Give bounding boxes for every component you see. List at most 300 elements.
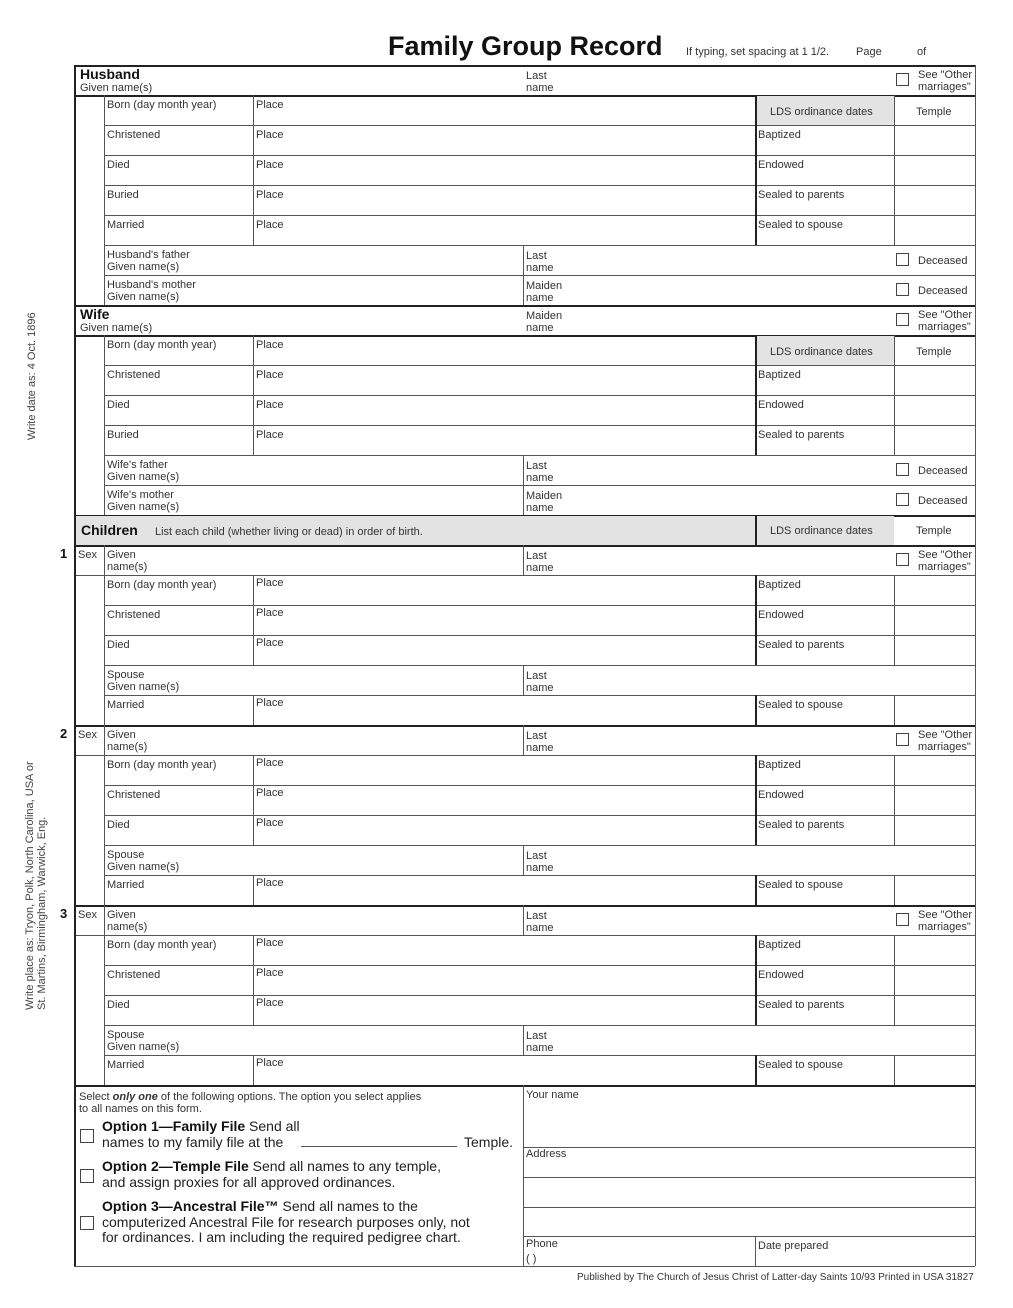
child-2-married-place-label: Place [256, 877, 284, 889]
child-1-christened-place-label: Place [256, 607, 284, 619]
child-1-christened-event-label: Christened [107, 609, 161, 621]
wife-temple-header: Temple [916, 346, 952, 358]
temple-name-field[interactable] [301, 1132, 457, 1146]
husband-died-event-label: Died [107, 159, 130, 171]
child-2-spouse-surname-label: Last [526, 850, 547, 862]
child-3-other-marriages-checkbox[interactable] [896, 913, 909, 926]
page-title: Family Group Record [388, 31, 663, 61]
husband-father-surname-field[interactable] [524, 246, 893, 274]
child-1-surname-label: Last [526, 550, 547, 562]
child-3-married-date-field[interactable] [105, 1056, 252, 1084]
husband-buried-ordinance-label: Sealed to parents [758, 189, 845, 201]
husband-surname-label: Last [526, 70, 547, 82]
child-3-married-place-label: Place [256, 1057, 284, 1069]
child-1-married-place-label: Place [256, 697, 284, 709]
child-2-sex-field[interactable] [76, 726, 103, 754]
wife-christened-ordinance-date[interactable] [756, 366, 893, 394]
wife-died-temple-field[interactable] [895, 396, 974, 424]
option-1-line-2: names to my family file at the [102, 1134, 284, 1150]
child-1-surname-field[interactable] [524, 546, 893, 574]
option-2-title: Option 2—Temple File [102, 1158, 249, 1174]
typing-note: If typing, set spacing at 1 1/2. [686, 46, 830, 58]
child-1-born-date-field[interactable] [105, 576, 252, 604]
child-3-christened-temple-field[interactable] [895, 966, 974, 994]
child-2-christened-date-field[interactable] [105, 786, 252, 814]
husband-buried-date-field[interactable] [105, 186, 252, 214]
child-3-spouse-label: Spouse [107, 1029, 145, 1041]
husband-mother-deceased-label: Deceased [918, 285, 968, 297]
husband-father-surname-label: Last [526, 250, 547, 262]
child-2-spouse-given-field[interactable] [105, 846, 522, 874]
child-3-born-event-label: Born (day month year) [107, 939, 217, 951]
child-2-died-date-field[interactable] [105, 816, 252, 844]
column-line [755, 575, 757, 665]
child-1-married-ordinance-label: Sealed to spouse [758, 699, 844, 711]
child-3-died-place-label: Place [256, 997, 284, 1009]
child-2-born-place-label: Place [256, 757, 284, 769]
column-line [894, 95, 895, 245]
husband-christened-temple-field[interactable] [895, 126, 974, 154]
wife-other-marriages-checkbox[interactable] [896, 313, 909, 326]
child-3-born-temple-field[interactable] [895, 936, 974, 964]
column-line [755, 935, 757, 1025]
of-label: of [917, 46, 927, 58]
child-2-spouse-label: Spouse [107, 849, 145, 861]
column-line [104, 335, 105, 515]
column-line [253, 755, 254, 845]
column-line [253, 935, 254, 1025]
child-2-died-place-field[interactable] [254, 816, 754, 844]
wife-died-place-label: Place [256, 399, 284, 411]
husband-mother-surname-field[interactable] [524, 276, 893, 304]
column-line [523, 455, 524, 515]
column-line [894, 1055, 895, 1085]
child-3-other-marriages-label-2: marriages" [918, 921, 971, 933]
child-3-spouse-surname-label-2: name [526, 1042, 554, 1054]
husband-christened-place-field[interactable] [254, 126, 754, 154]
child-1-christened-place-field[interactable] [254, 606, 754, 634]
husband-married-temple-field[interactable] [895, 216, 974, 244]
child-1-married-date-field[interactable] [105, 696, 252, 724]
wife-given-label: Given name(s) [80, 322, 153, 334]
child-3-died-date-field[interactable] [105, 996, 252, 1024]
column-line [104, 725, 105, 905]
option-3-line-3: for ordinances. I am including the required pedigree chart. [102, 1229, 461, 1245]
child-3-died-place-field[interactable] [254, 996, 754, 1024]
child-2-surname-field[interactable] [524, 726, 893, 754]
child-2-christened-temple-field[interactable] [895, 786, 974, 814]
phone-field[interactable] [524, 1237, 754, 1265]
husband-mother-surname-label: Maiden [526, 280, 563, 292]
child-3-sex-field[interactable] [76, 906, 103, 934]
child-3-christened-place-label: Place [256, 967, 284, 979]
column-line [253, 335, 254, 455]
child-3-surname-label-2: name [526, 922, 554, 934]
wife-christened-date-field[interactable] [105, 366, 252, 394]
husband-surname-label-2: name [526, 82, 554, 94]
child-3-surname-field[interactable] [524, 906, 893, 934]
child-2-christened-place-label: Place [256, 787, 284, 799]
child-3-died-ordinance-label: Sealed to parents [758, 999, 845, 1011]
husband-other-marriages-label: See "Other [918, 69, 973, 81]
wife-father-given-field[interactable] [105, 456, 522, 484]
column-line [894, 755, 895, 845]
husband-buried-temple-field[interactable] [895, 186, 974, 214]
child-1-christened-ordinance-date[interactable] [756, 606, 893, 634]
column-line [894, 695, 895, 725]
husband-father-deceased-label: Deceased [918, 255, 968, 267]
child-3-married-temple-field[interactable] [895, 1056, 974, 1084]
husband-given-field[interactable] [76, 66, 521, 94]
child-2-given-label: Given [107, 729, 136, 741]
husband-father-label: Husband's father [107, 249, 190, 261]
wife-father-deceased-label: Deceased [918, 465, 968, 477]
wife-lds-header: LDS ordinance dates [770, 346, 873, 358]
wife-father-deceased-checkbox[interactable] [896, 463, 909, 476]
husband-died-ordinance-date[interactable] [756, 156, 893, 184]
wife-father-label: Wife's father [107, 459, 168, 471]
child-2-died-event-label: Died [107, 819, 130, 831]
husband-married-place-field[interactable] [254, 216, 754, 244]
husband-buried-event-label: Buried [107, 189, 139, 201]
option-2-text: Send all names to any temple, [248, 1158, 441, 1174]
column-line [523, 245, 524, 305]
child-2-christened-place-field[interactable] [254, 786, 754, 814]
child-1-married-event-label: Married [107, 699, 145, 711]
husband-died-date-field[interactable] [105, 156, 252, 184]
husband-born-event-label: Born (day month year) [107, 99, 217, 111]
husband-married-ordinance-date[interactable] [756, 216, 893, 244]
left-border [74, 65, 76, 1266]
rule-line [523, 1147, 975, 1148]
phone-label: Phone [526, 1238, 558, 1250]
husband-died-place-label: Place [256, 159, 284, 171]
child-1-sex-label: Sex [78, 549, 97, 561]
husband-buried-place-field[interactable] [254, 186, 754, 214]
child-1-spouse-label: Spouse [107, 669, 145, 681]
child-1-other-marriages-label: See "Other [918, 549, 973, 561]
wife-buried-ordinance-label: Sealed to parents [758, 429, 845, 441]
wife-christened-ordinance-label: Baptized [758, 369, 801, 381]
wife-father-surname-label: Last [526, 460, 547, 472]
child-3-spouse-surname-field[interactable] [524, 1026, 974, 1054]
children-instruction: List each child (whether living or dead) in order of birth. [155, 526, 423, 538]
children-temple-header: Temple [916, 525, 952, 537]
child-2-sex-label: Sex [78, 729, 97, 741]
child-1-christened-temple-field[interactable] [895, 606, 974, 634]
column-line [523, 1025, 524, 1055]
child-1-spouse-surname-field[interactable] [524, 666, 974, 694]
column-line [104, 545, 105, 725]
husband-born-place-field[interactable] [254, 96, 754, 124]
child-1-died-event-label: Died [107, 639, 130, 651]
husband-died-temple-field[interactable] [895, 156, 974, 184]
husband-born-date-field[interactable] [105, 96, 252, 124]
column-line [253, 875, 254, 905]
option-3-title: Option 3—Ancestral File™ [102, 1198, 279, 1214]
options-intro-2: to all names on this form. [79, 1103, 202, 1115]
column-line [755, 1055, 757, 1085]
child-1-born-place-field[interactable] [254, 576, 754, 604]
child-1-spouse-surname-label: Last [526, 670, 547, 682]
husband-buried-place-label: Place [256, 189, 284, 201]
husband-mother-surname-label-2: name [526, 292, 554, 304]
child-3-born-ordinance-date[interactable] [756, 936, 893, 964]
address-field[interactable] [524, 1161, 974, 1236]
child-3-christened-ordinance-label: Endowed [758, 969, 804, 981]
child-2-other-marriages-label: See "Other [918, 729, 973, 741]
options-intro-text: Select [79, 1091, 113, 1103]
husband-lds-header: LDS ordinance dates [770, 106, 873, 118]
child-3-other-marriages-label: See "Other [918, 909, 973, 921]
rule-line [523, 1177, 975, 1178]
child-3-died-temple-field[interactable] [895, 996, 974, 1024]
children-lds-header: LDS ordinance dates [770, 525, 873, 537]
option-1-text: Send all [245, 1118, 300, 1134]
wife-born-date-field[interactable] [105, 336, 252, 364]
child-2-married-temple-field[interactable] [895, 876, 974, 904]
child-3-married-event-label: Married [107, 1059, 145, 1071]
child-3-married-ordinance-date[interactable] [756, 1056, 893, 1084]
husband-father-deceased-checkbox[interactable] [896, 253, 909, 266]
column-line [755, 515, 757, 545]
wife-buried-date-field[interactable] [105, 426, 252, 454]
child-3-spouse-given-label: Given name(s) [107, 1041, 180, 1053]
child-1-christened-date-field[interactable] [105, 606, 252, 634]
child-2-born-date-field[interactable] [105, 756, 252, 784]
child-1-died-ordinance-date[interactable] [756, 636, 893, 664]
child-3-born-place-label: Place [256, 937, 284, 949]
child-2-surname-label-2: name [526, 742, 554, 754]
child-3-sex-label: Sex [78, 909, 97, 921]
address-label: Address [526, 1148, 567, 1160]
child-3-christened-place-field[interactable] [254, 966, 754, 994]
column-line [523, 845, 524, 875]
wife-died-place-field[interactable] [254, 396, 754, 424]
child-3-given-label-2: name(s) [107, 921, 148, 933]
husband-mother-given-label: Given name(s) [107, 291, 180, 303]
husband-married-place-label: Place [256, 219, 284, 231]
husband-father-surname-label-2: name [526, 262, 554, 274]
wife-mother-deceased-checkbox[interactable] [896, 493, 909, 506]
child-2-married-place-field[interactable] [254, 876, 754, 904]
child-2-spouse-given-label: Given name(s) [107, 861, 180, 873]
child-2-surname-label: Last [526, 730, 547, 742]
husband-mother-given-field[interactable] [105, 276, 522, 304]
husband-father-given-field[interactable] [105, 246, 522, 274]
child-1-christened-ordinance-label: Endowed [758, 609, 804, 621]
child-2-born-ordinance-date[interactable] [756, 756, 893, 784]
husband-other-marriages-checkbox[interactable] [896, 73, 909, 86]
husband-buried-ordinance-date[interactable] [756, 186, 893, 214]
child-2-other-marriages-checkbox[interactable] [896, 733, 909, 746]
wife-died-date-field[interactable] [105, 396, 252, 424]
option-1-checkbox[interactable] [80, 1129, 94, 1143]
column-line [253, 95, 254, 245]
child-1-born-temple-field[interactable] [895, 576, 974, 604]
child-3-born-place-field[interactable] [254, 936, 754, 964]
husband-died-place-field[interactable] [254, 156, 754, 184]
child-2-number: 2 [60, 726, 68, 741]
column-line [523, 545, 524, 575]
wife-buried-temple-field[interactable] [895, 426, 974, 454]
husband-born-place-label: Place [256, 99, 284, 111]
husband-married-event-label: Married [107, 219, 145, 231]
child-2-died-ordinance-date[interactable] [756, 816, 893, 844]
wife-mother-surname-field[interactable] [524, 486, 893, 514]
child-3-spouse-given-field[interactable] [105, 1026, 522, 1054]
children-title: Children [81, 522, 138, 538]
child-1-married-ordinance-date[interactable] [756, 696, 893, 724]
place-format-note: Write place as: Tryon, Polk, North Carolina, USA or [24, 761, 36, 1010]
child-3-christened-date-field[interactable] [105, 966, 252, 994]
wife-buried-ordinance-date[interactable] [756, 426, 893, 454]
wife-buried-event-label: Buried [107, 429, 139, 441]
child-3-number: 3 [60, 906, 68, 921]
date-prepared-label: Date prepared [758, 1240, 829, 1252]
child-2-christened-ordinance-label: Endowed [758, 789, 804, 801]
husband-christened-date-field[interactable] [105, 126, 252, 154]
child-1-number: 1 [60, 546, 68, 561]
column-line [253, 1055, 254, 1085]
child-1-married-temple-field[interactable] [895, 696, 974, 724]
child-1-died-ordinance-label: Sealed to parents [758, 639, 845, 651]
child-3-christened-ordinance-date[interactable] [756, 966, 893, 994]
date-prepared-field[interactable] [756, 1237, 974, 1265]
column-line [894, 575, 895, 665]
wife-buried-place-label: Place [256, 429, 284, 441]
child-3-born-date-field[interactable] [105, 936, 252, 964]
wife-born-place-field[interactable] [254, 336, 754, 364]
child-2-born-place-field[interactable] [254, 756, 754, 784]
options-intro-text-2: of the following options. The option you select applies [157, 1091, 422, 1103]
wife-mother-label: Wife's mother [107, 489, 174, 501]
child-3-given-field[interactable] [105, 906, 522, 934]
child-1-spouse-given-field[interactable] [105, 666, 522, 694]
child-2-other-marriages-label-2: marriages" [918, 741, 971, 753]
column-line [104, 95, 105, 305]
child-2-spouse-surname-label-2: name [526, 862, 554, 874]
child-2-married-ordinance-label: Sealed to spouse [758, 879, 844, 891]
husband-temple-header: Temple [916, 106, 952, 118]
child-1-died-temple-field[interactable] [895, 636, 974, 664]
child-2-married-ordinance-date[interactable] [756, 876, 893, 904]
husband-married-date-field[interactable] [105, 216, 252, 244]
wife-father-given-label: Given name(s) [107, 471, 180, 483]
wife-other-marriages-label: See "Other [918, 309, 973, 321]
child-1-surname-label-2: name [526, 562, 554, 574]
child-2-died-temple-field[interactable] [895, 816, 974, 844]
wife-mother-given-label: Given name(s) [107, 501, 180, 513]
child-1-spouse-given-label: Given name(s) [107, 681, 180, 693]
child-2-married-event-label: Married [107, 879, 145, 891]
child-3-died-ordinance-date[interactable] [756, 996, 893, 1024]
child-1-born-place-label: Place [256, 577, 284, 589]
child-2-born-temple-field[interactable] [895, 756, 974, 784]
your-name-field[interactable] [524, 1086, 974, 1146]
option-3-checkbox[interactable] [80, 1216, 94, 1230]
column-line [894, 935, 895, 1025]
child-2-christened-ordinance-date[interactable] [756, 786, 893, 814]
rule-line [523, 1207, 975, 1208]
wife-buried-place-field[interactable] [254, 426, 754, 454]
form-bottom-rule [74, 1266, 975, 1267]
option-2-checkbox[interactable] [80, 1169, 94, 1183]
child-1-given-field[interactable] [105, 546, 522, 574]
temple-name-blank [301, 1146, 457, 1147]
husband-christened-event-label: Christened [107, 129, 161, 141]
husband-mother-label: Husband's mother [107, 279, 196, 291]
child-2-spouse-surname-field[interactable] [524, 846, 974, 874]
child-2-given-field[interactable] [105, 726, 522, 754]
child-3-given-label: Given [107, 909, 136, 921]
option-1-temple: Temple. [464, 1134, 514, 1150]
wife-father-surname-label-2: name [526, 472, 554, 484]
wife-died-ordinance-date[interactable] [756, 396, 893, 424]
wife-born-event-label: Born (day month year) [107, 339, 217, 351]
wife-christened-place-field[interactable] [254, 366, 754, 394]
column-line [523, 725, 524, 755]
child-1-born-ordinance-label: Baptized [758, 579, 801, 591]
options-intro-emphasis: only one [112, 1091, 158, 1103]
child-2-christened-event-label: Christened [107, 789, 161, 801]
child-3-married-place-field[interactable] [254, 1056, 754, 1084]
your-name-label: Your name [526, 1089, 579, 1101]
wife-mother-given-field[interactable] [105, 486, 522, 514]
date-format-note: Write date as: 4 Oct. 1896 [26, 312, 38, 440]
wife-father-surname-field[interactable] [524, 456, 893, 484]
child-1-born-ordinance-date[interactable] [756, 576, 893, 604]
wife-died-ordinance-label: Endowed [758, 399, 804, 411]
child-3-born-ordinance-label: Baptized [758, 939, 801, 951]
husband-father-given-label: Given name(s) [107, 261, 180, 273]
options-intro [79, 1091, 421, 1103]
husband-mother-deceased-checkbox[interactable] [896, 283, 909, 296]
column-line [253, 575, 254, 665]
wife-died-event-label: Died [107, 399, 130, 411]
husband-christened-ordinance-date[interactable] [756, 126, 893, 154]
place-format-note-cont: St. Martins, Birmingham, Warwick, Eng. [36, 816, 48, 1010]
husband-other-marriages-label-2: marriages" [918, 81, 971, 93]
right-border [975, 65, 976, 1266]
child-2-born-event-label: Born (day month year) [107, 759, 217, 771]
child-3-died-event-label: Died [107, 999, 130, 1011]
option-3-text: Send all names to the [278, 1198, 418, 1214]
child-3-spouse-surname-label: Last [526, 1030, 547, 1042]
option-1 [102, 1119, 300, 1134]
child-1-other-marriages-checkbox[interactable] [896, 553, 909, 566]
wife-surname-label-2: name [526, 322, 554, 334]
wife-born-place-label: Place [256, 339, 284, 351]
wife-given-field[interactable] [76, 306, 521, 334]
child-1-married-place-field[interactable] [254, 696, 754, 724]
child-1-spouse-surname-label-2: name [526, 682, 554, 694]
child-1-died-place-field[interactable] [254, 636, 754, 664]
child-1-given-label-2: name(s) [107, 561, 148, 573]
wife-christened-temple-field[interactable] [895, 366, 974, 394]
child-2-died-ordinance-label: Sealed to parents [758, 819, 845, 831]
column-line [523, 905, 524, 935]
column-line [253, 695, 254, 725]
child-1-died-date-field[interactable] [105, 636, 252, 664]
child-1-born-event-label: Born (day month year) [107, 579, 217, 591]
column-line [755, 95, 757, 245]
husband-married-ordinance-label: Sealed to spouse [758, 219, 844, 231]
option-3 [102, 1199, 418, 1214]
child-1-sex-field[interactable] [76, 546, 103, 574]
wife-surname-label: Maiden [526, 310, 563, 322]
child-2-married-date-field[interactable] [105, 876, 252, 904]
